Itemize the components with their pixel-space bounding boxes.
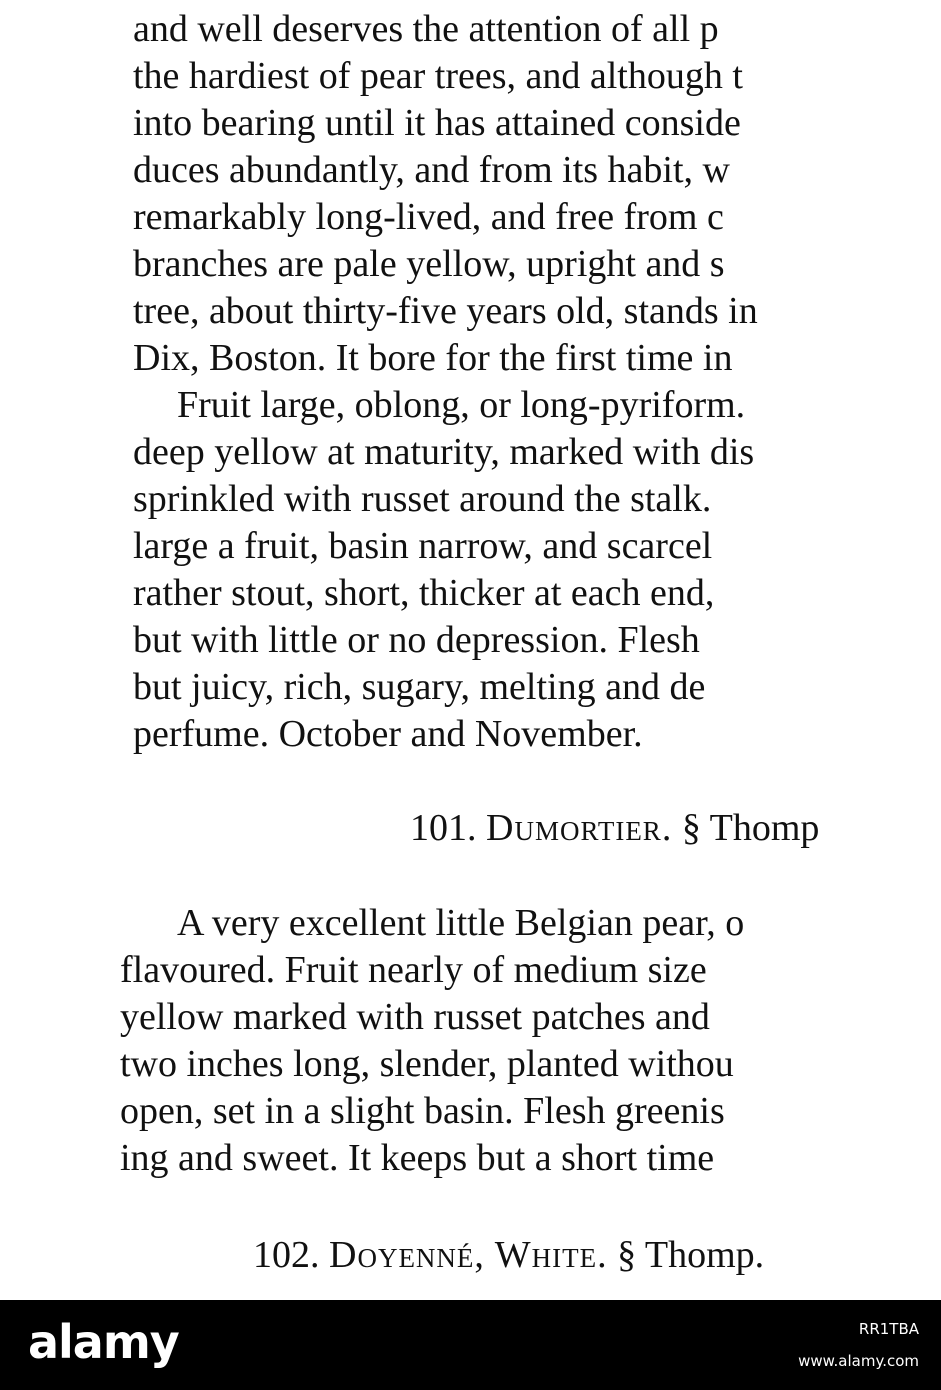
heading-variety-name: Doyenné, White. bbox=[329, 1234, 608, 1276]
section-heading-102 bbox=[253, 1232, 764, 1278]
text-line: the hardiest of pear trees, and although t bbox=[133, 55, 743, 97]
text-line: ing and sweet. It keeps but a short time bbox=[120, 1137, 715, 1179]
watermark-url: www.alamy.com bbox=[798, 1352, 919, 1370]
text-line: flavoured. Fruit nearly of medium size bbox=[120, 949, 707, 991]
text-line: A very excellent little Belgian pear, o bbox=[177, 902, 745, 944]
text-line: perfume. October and November. bbox=[133, 713, 643, 755]
alamy-logo: alamy bbox=[28, 1315, 179, 1369]
text-line: but with little or no depression. Flesh bbox=[133, 619, 700, 661]
text-line: two inches long, slender, planted withou bbox=[120, 1043, 734, 1085]
text-line: remarkably long-lived, and free from c bbox=[133, 196, 724, 238]
text-line: tree, about thirty-five years old, stands in bbox=[133, 290, 758, 332]
text-line: yellow marked with russet patches and bbox=[120, 996, 710, 1038]
image-id: RR1TBA bbox=[858, 1320, 919, 1338]
text-line: rather stout, short, thicker at each end, bbox=[133, 572, 715, 614]
text-line: open, set in a slight basin. Flesh greenis bbox=[120, 1090, 725, 1132]
text-line: and well deserves the attention of all p bbox=[133, 8, 719, 50]
heading-reference: § Thomp. bbox=[617, 1234, 765, 1276]
section-heading-101 bbox=[410, 805, 819, 851]
heading-number: 101. bbox=[410, 807, 477, 849]
heading-number: 102. bbox=[253, 1234, 320, 1276]
text-line: Fruit large, oblong, or long-pyriform. bbox=[177, 384, 746, 426]
watermark-banner bbox=[0, 1300, 941, 1390]
text-line: large a fruit, basin narrow, and scarcel bbox=[133, 525, 713, 567]
text-line: sprinkled with russet around the stalk. bbox=[133, 478, 712, 520]
heading-reference: § Thomp bbox=[681, 807, 820, 849]
text-line: deep yellow at maturity, marked with dis bbox=[133, 431, 755, 473]
text-line: into bearing until it has attained conside bbox=[133, 102, 741, 144]
text-line: Dix, Boston. It bore for the first time in bbox=[133, 337, 733, 379]
heading-variety-name: Dumortier. bbox=[486, 807, 673, 849]
text-line: branches are pale yellow, upright and s bbox=[133, 243, 725, 285]
text-line: duces abundantly, and from its habit, w bbox=[133, 149, 730, 191]
text-line: but juicy, rich, sugary, melting and de bbox=[133, 666, 706, 708]
